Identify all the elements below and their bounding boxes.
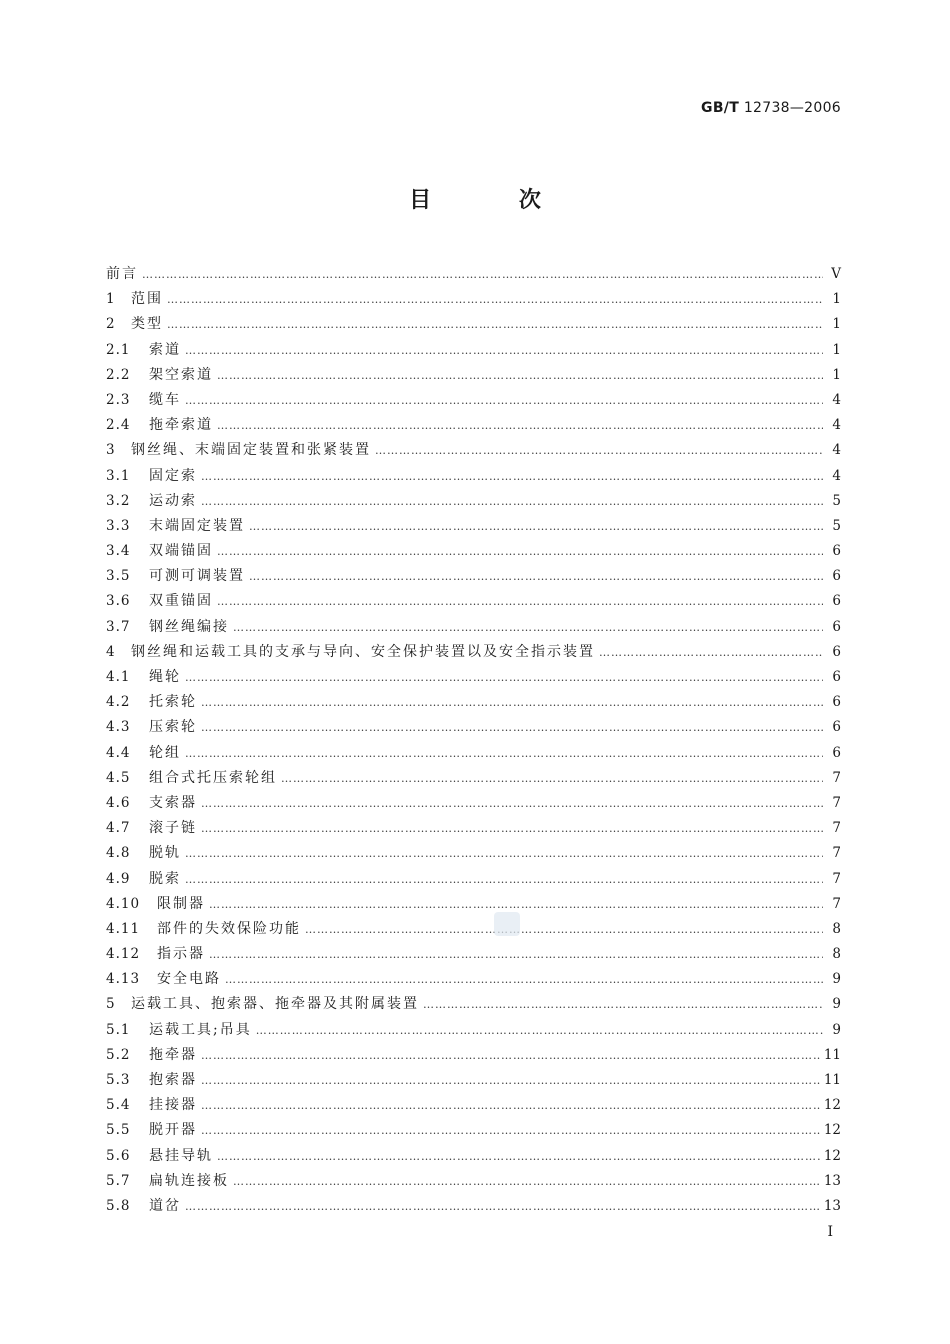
toc-entry-title: 运载工具、抱索器、拖牵器及其附属装置 (131, 996, 419, 1013)
toc-entry-page: 7 (832, 895, 841, 912)
toc-leader-dots (201, 791, 823, 816)
toc-entry-title: 指示器 (157, 946, 205, 963)
toc-entry[interactable] (106, 841, 841, 866)
toc-entry-page: 5 (832, 517, 841, 534)
toc-entry-number: 4.10 (106, 895, 141, 912)
toc-entry-title: 支索器 (149, 794, 197, 811)
toc-entry[interactable] (106, 1144, 841, 1169)
toc-entry-title: 限制器 (157, 895, 205, 912)
toc-leader-dots (375, 438, 823, 463)
toc-entry-title: 抱索器 (149, 1072, 197, 1088)
toc-entry-number: 5.8 (106, 1197, 131, 1214)
toc-entry-page: 6 (832, 593, 841, 610)
toc-leader-dots (185, 841, 823, 866)
toc-entry-number: 5.2 (106, 1046, 131, 1063)
toc-entry[interactable] (106, 589, 841, 614)
toc-entry-number: 3.5 (106, 568, 131, 585)
toc-entry[interactable] (106, 665, 841, 690)
toc-entry-page: 1 (832, 291, 841, 308)
toc-entry[interactable] (106, 1118, 841, 1143)
toc-entry[interactable] (106, 388, 841, 413)
toc-entry-page: 9 (832, 1021, 841, 1038)
toc-entry-page: 6 (832, 719, 841, 736)
toc-entry-title: 悬挂导轨 (149, 1147, 213, 1164)
toc-leader-dots (185, 867, 823, 892)
toc-entry-page: 7 (832, 845, 841, 862)
toc-entry-page: 8 (832, 920, 841, 937)
toc-entry-title: 脱开器 (149, 1122, 197, 1139)
toc-entry-page: 8 (832, 946, 841, 963)
page-title: 目 次 (409, 188, 581, 213)
toc-entry-number: 4.12 (106, 946, 141, 963)
toc-entry[interactable] (106, 942, 841, 967)
toc-entry-page: 7 (832, 870, 841, 887)
toc-entry[interactable] (106, 1169, 841, 1194)
toc-entry-number: 4.3 (106, 719, 131, 736)
toc-entry[interactable] (106, 413, 841, 438)
toc-entry-page: 1 (832, 341, 841, 358)
toc-leader-dots (423, 992, 823, 1017)
toc-entry-number: 5.3 (106, 1072, 131, 1088)
toc-entry-page: 12 (823, 1147, 841, 1164)
toc-entry-title: 脱轨 (149, 845, 181, 862)
toc-entry-title: 末端固定装置 (149, 517, 245, 534)
toc-entry-number: 4.4 (106, 744, 131, 761)
toc-entry-title: 类型 (131, 316, 163, 333)
toc-entry-number: 4.1 (106, 669, 131, 685)
toc-entry-number: 3.6 (106, 593, 131, 610)
toc-leader-dots (201, 715, 823, 740)
toc-leader-dots (217, 363, 823, 388)
toc-entry-title: 钢丝绳编接 (149, 618, 229, 635)
toc-entry[interactable] (106, 1194, 841, 1219)
standard-prefix: GB/T (701, 100, 740, 116)
toc-entry[interactable] (106, 262, 841, 287)
toc-entry-number: 4.6 (106, 794, 131, 811)
toc-entry-page: 4 (832, 391, 841, 408)
toc-entry-number: 3.1 (106, 467, 131, 484)
toc-entry-number: 4 (106, 643, 116, 660)
toc-entry-page: 7 (832, 794, 841, 811)
toc-entry-title: 轮组 (149, 744, 181, 761)
toc-entry[interactable] (106, 1093, 841, 1118)
toc-entry-title: 道岔 (149, 1197, 181, 1214)
toc-entry-page: V (831, 266, 841, 282)
toc-leader-dots (185, 741, 823, 766)
toc-leader-dots (201, 1043, 820, 1068)
toc-leader-dots (201, 1118, 820, 1143)
toc-entry-title: 双重锚固 (149, 593, 213, 610)
toc-leader-dots (233, 615, 823, 640)
toc-entry-page: 1 (832, 366, 841, 383)
toc-entry[interactable] (106, 338, 841, 363)
toc-entry-title: 扁轨连接板 (149, 1172, 229, 1189)
toc-entry-number: 4.9 (106, 870, 131, 887)
toc-entry-page: 11 (823, 1072, 841, 1088)
toc-entry-title: 压索轮 (149, 719, 197, 736)
toc-leader-dots (201, 1093, 820, 1118)
toc-entry[interactable] (106, 791, 841, 816)
toc-leader-dots (233, 1169, 820, 1194)
toc-leader-dots (217, 1144, 820, 1169)
toc-entry-page: 4 (832, 417, 841, 434)
toc-entry[interactable] (106, 640, 841, 665)
toc-entry-number: 3.2 (106, 492, 131, 509)
toc-entry-number: 3.3 (106, 517, 131, 534)
toc-entry[interactable] (106, 438, 841, 463)
standard-code: 12738—2006 (743, 100, 841, 116)
toc-entry-page: 6 (832, 643, 841, 660)
toc-leader-dots (201, 816, 823, 841)
toc-entry-page: 7 (832, 769, 841, 786)
toc-entry-page: 5 (832, 492, 841, 509)
toc-entry-number: 5.6 (106, 1147, 131, 1164)
toc-entry[interactable] (106, 867, 841, 892)
toc-entry-page: 6 (832, 618, 841, 635)
toc-leader-dots (185, 665, 823, 690)
toc-entry[interactable] (106, 1018, 841, 1043)
toc-entry-title: 可测可调装置 (149, 568, 245, 585)
toc-leader-dots (185, 338, 823, 363)
toc-entry[interactable] (106, 363, 841, 388)
toc-leader-dots (305, 917, 823, 942)
toc-entry-number: 2 (106, 316, 116, 333)
toc-entry-title: 双端锚固 (149, 543, 213, 560)
toc-entry-title: 滚子链 (149, 820, 197, 837)
toc-entry[interactable] (106, 741, 841, 766)
standard-number (701, 100, 841, 116)
toc-entry-page: 12 (823, 1122, 841, 1139)
toc-entry-title: 钢丝绳和运载工具的支承与导向、安全保护装置以及安全指示装置 (131, 643, 595, 660)
toc-leader-dots (217, 413, 823, 438)
toc-leader-dots (201, 690, 823, 715)
toc-entry-title: 脱索 (149, 870, 181, 887)
toc-leader-dots (599, 640, 823, 665)
toc-entry-title: 固定索 (149, 467, 197, 484)
toc-entry[interactable] (106, 892, 841, 917)
toc-leader-dots (142, 262, 823, 287)
toc-leader-dots (185, 1194, 820, 1219)
toc-leader-dots (185, 388, 823, 413)
toc-entry[interactable] (106, 615, 841, 640)
page-number: I (827, 1224, 833, 1240)
toc-entry-title: 前言 (106, 266, 138, 282)
toc-entry-title: 拖牵器 (149, 1046, 197, 1063)
toc-entry-page: 6 (832, 694, 841, 711)
toc-entry-page: 4 (832, 467, 841, 484)
toc-entry-title: 部件的失效保险功能 (157, 920, 301, 937)
toc-entry-number: 5.5 (106, 1122, 131, 1139)
toc-entry-title: 架空索道 (149, 366, 213, 383)
toc-leader-dots (201, 464, 823, 489)
toc-entry-page: 13 (823, 1197, 841, 1214)
toc-entry-number: 5 (106, 996, 116, 1013)
toc-entry[interactable] (106, 690, 841, 715)
toc-entry-title: 运载工具;吊具 (149, 1021, 252, 1038)
toc-entry-title: 范围 (131, 291, 163, 308)
toc-leader-dots (217, 589, 823, 614)
toc-entry-page: 6 (832, 568, 841, 585)
toc-leader-dots (209, 942, 823, 967)
toc-entry-number: 2.4 (106, 417, 131, 434)
toc-entry-title: 索道 (149, 341, 181, 358)
toc-entry[interactable] (106, 1043, 841, 1068)
toc-leader-dots (167, 287, 823, 312)
toc-leader-dots (281, 766, 823, 791)
toc-entry-number: 5.1 (106, 1021, 131, 1038)
toc-leader-dots (201, 489, 823, 514)
toc-entry-page: 6 (832, 669, 841, 685)
toc-entry-title: 拖牵索道 (149, 417, 213, 434)
toc-entry-number: 3.7 (106, 618, 131, 635)
toc-leader-dots (167, 312, 823, 337)
toc-entry[interactable] (106, 715, 841, 740)
toc-leader-dots (256, 1018, 823, 1043)
toc-entry-number: 5.7 (106, 1172, 131, 1189)
table-of-contents (106, 262, 841, 1219)
toc-entry[interactable] (106, 489, 841, 514)
toc-entry-page: 9 (832, 971, 841, 988)
toc-leader-dots (217, 539, 823, 564)
toc-entry[interactable] (106, 464, 841, 489)
toc-entry-page: 11 (823, 1046, 841, 1063)
toc-entry-number: 2.1 (106, 341, 131, 358)
toc-entry-page: 7 (832, 820, 841, 837)
toc-entry[interactable] (106, 539, 841, 564)
toc-entry-page: 4 (832, 442, 841, 459)
toc-entry[interactable] (106, 992, 841, 1017)
toc-entry[interactable] (106, 564, 841, 589)
toc-leader-dots (249, 564, 823, 589)
toc-entry-number: 4.7 (106, 820, 131, 837)
toc-entry-page: 6 (832, 543, 841, 560)
toc-entry-page: 6 (832, 744, 841, 761)
toc-entry[interactable] (106, 514, 841, 539)
toc-entry[interactable] (106, 312, 841, 337)
toc-entry-title: 绳轮 (149, 669, 181, 685)
toc-entry-number: 1 (106, 291, 116, 308)
toc-entry-title: 安全电路 (157, 971, 221, 988)
toc-entry-title: 挂接器 (149, 1097, 197, 1114)
toc-entry-title: 托索轮 (149, 694, 197, 711)
toc-entry[interactable] (106, 917, 841, 942)
toc-entry-title: 运动索 (149, 492, 197, 509)
toc-entry[interactable] (106, 287, 841, 312)
toc-entry-number: 4.11 (106, 920, 141, 937)
toc-entry-page: 12 (823, 1097, 841, 1114)
toc-entry-number: 5.4 (106, 1097, 131, 1114)
toc-entry-page: 9 (832, 996, 841, 1013)
toc-entry[interactable] (106, 1068, 841, 1093)
toc-entry-page: 13 (823, 1172, 841, 1189)
toc-entry[interactable] (106, 766, 841, 791)
toc-entry-number: 2.2 (106, 366, 131, 383)
toc-entry[interactable] (106, 816, 841, 841)
toc-entry-number: 3 (106, 442, 116, 459)
toc-leader-dots (225, 967, 823, 992)
toc-leader-dots (201, 1068, 820, 1093)
toc-entry-number: 3.4 (106, 543, 131, 560)
toc-entry-title: 钢丝绳、末端固定装置和张紧装置 (131, 442, 371, 459)
toc-entry-number: 4.2 (106, 694, 131, 711)
toc-entry-number: 2.3 (106, 391, 131, 408)
toc-entry-number: 4.8 (106, 845, 131, 862)
toc-entry-title: 组合式托压索轮组 (149, 769, 277, 786)
toc-entry-number: 4.13 (106, 971, 141, 988)
toc-entry[interactable] (106, 967, 841, 992)
toc-entry-title: 缆车 (149, 391, 181, 408)
toc-entry-page: 1 (832, 316, 841, 333)
toc-leader-dots (249, 514, 823, 539)
watermark-logo (494, 912, 520, 936)
toc-entry-number: 4.5 (106, 769, 131, 786)
